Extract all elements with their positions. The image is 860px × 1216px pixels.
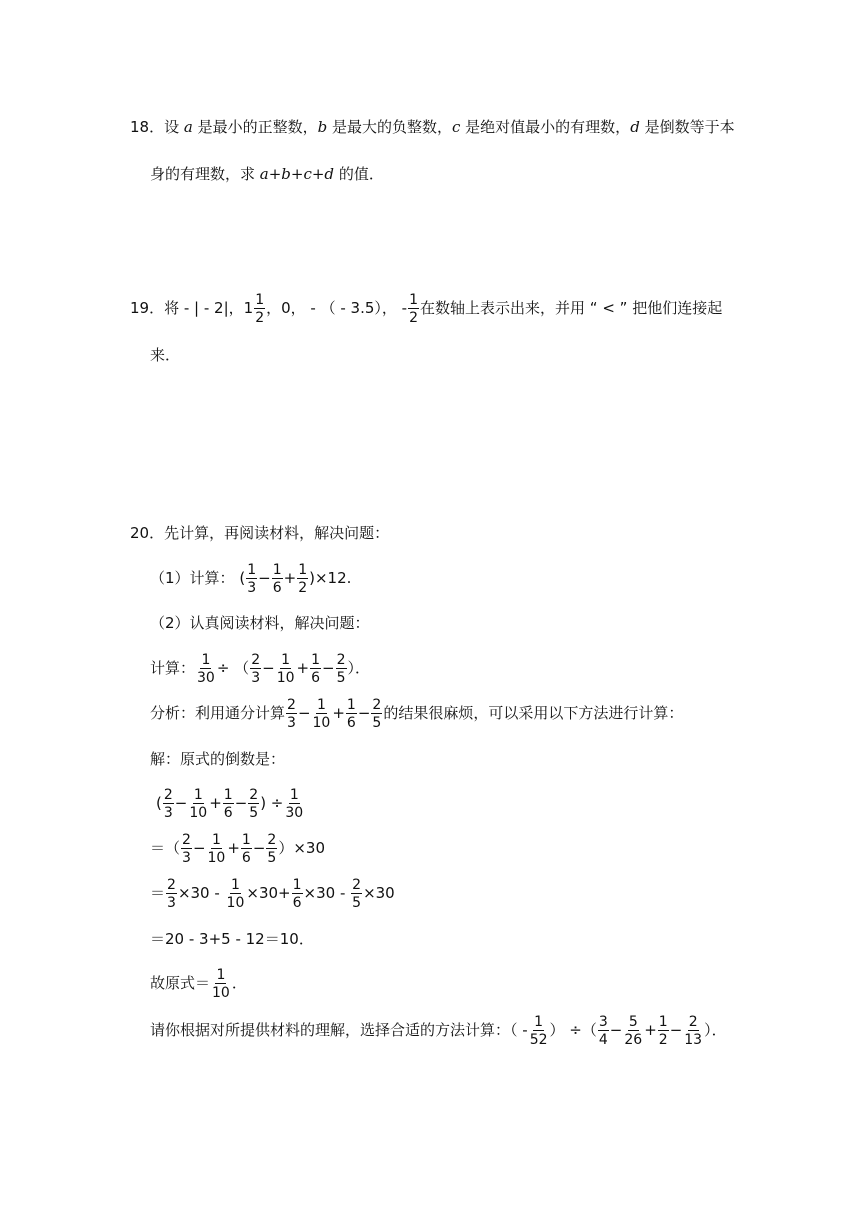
q20-step-1: [156, 783, 305, 823]
numerator: 1: [216, 966, 226, 983]
operator: −: [192, 839, 206, 857]
fraction: [196, 653, 216, 685]
q20-step-2: [150, 828, 325, 868]
q18-line-2: [150, 162, 384, 186]
q20-step-3: [150, 873, 395, 913]
denominator: 3: [251, 669, 261, 686]
operator: −: [357, 704, 371, 722]
numerator: 1: [193, 786, 203, 803]
fraction: [371, 698, 382, 730]
text: 设: [164, 118, 184, 136]
q20-final: [150, 1010, 727, 1050]
fraction: [598, 1015, 609, 1047]
denominator: 4: [598, 1031, 608, 1048]
q20-number: 20．: [130, 524, 165, 542]
operator: −: [669, 1021, 683, 1039]
fraction: [346, 698, 357, 730]
var-c: c: [452, 118, 461, 136]
fraction: [207, 833, 227, 865]
fraction: [223, 788, 234, 820]
numerator: 5: [628, 1013, 638, 1030]
numerator: 1: [247, 561, 257, 578]
fraction: [241, 833, 252, 865]
operator: +: [332, 704, 345, 722]
text: ）．: [704, 1021, 727, 1039]
text: 将 - | - 2|，1: [164, 299, 254, 317]
operator: −: [174, 794, 188, 812]
denominator: 6: [292, 894, 302, 911]
denominator: 13: [684, 1031, 703, 1048]
operator: +: [644, 1021, 657, 1039]
denominator: 30: [197, 669, 215, 686]
operator: −: [609, 1021, 623, 1039]
fraction: [336, 653, 347, 685]
text: （2）认真阅读材料，解决问题：: [150, 614, 370, 632]
fraction: [408, 293, 419, 325]
text: )×12.: [309, 569, 352, 587]
numerator: 1: [281, 651, 291, 668]
denominator: 10: [276, 669, 295, 686]
q20-analysis: [150, 693, 683, 733]
numerator: 1: [223, 786, 233, 803]
text: 请你根据对所提供材料的理解，选择合适的方法计算：（ -: [150, 1021, 528, 1039]
fraction: [312, 698, 332, 730]
denominator: 3: [163, 804, 173, 821]
q19-line-2: [150, 343, 180, 367]
q19-line-1: [130, 288, 722, 328]
operator: −: [297, 704, 311, 722]
text: 来．: [150, 346, 181, 364]
q20-conclusion: [150, 963, 247, 1003]
q18-line-1: [130, 115, 735, 139]
numerator: 1: [316, 696, 326, 713]
denominator: 5: [267, 849, 277, 866]
numerator: 2: [372, 696, 382, 713]
fraction: [683, 1015, 703, 1047]
numerator: 1: [211, 831, 221, 848]
numerator: 2: [182, 831, 191, 848]
denominator: 5: [352, 894, 362, 911]
numerator: 2: [287, 696, 296, 713]
text: 的结果很麻烦，可以采用以下方法进行计算：: [383, 704, 684, 722]
numerator: 1: [241, 831, 251, 848]
numerator: 2: [336, 651, 346, 668]
fraction: [250, 653, 261, 685]
denominator: 3: [182, 849, 191, 866]
text: ，0， - （ - 3.5）， -: [266, 299, 408, 317]
denominator: 10: [189, 804, 208, 821]
operator: +: [296, 659, 310, 677]
denominator: 2: [255, 309, 265, 326]
text: ．: [231, 974, 247, 992]
operator: +: [283, 569, 297, 587]
numerator: 2: [249, 786, 259, 803]
denominator: 3: [167, 894, 176, 911]
text: 是最大的负整数，: [327, 118, 452, 136]
numerator: 2: [251, 651, 261, 668]
text: ）×30: [278, 839, 325, 857]
fraction: [529, 1015, 549, 1047]
denominator: 5: [372, 714, 382, 731]
var-b: b: [317, 118, 328, 136]
denominator: 2: [409, 309, 419, 326]
text: 的值．: [334, 165, 384, 183]
numerator: 2: [688, 1013, 698, 1030]
denominator: 5: [249, 804, 259, 821]
fraction: [272, 563, 283, 595]
operator: −: [234, 794, 248, 812]
denominator: 6: [241, 849, 251, 866]
numerator: 1: [298, 561, 308, 578]
fraction: [658, 1015, 669, 1047]
q20-step-4: [150, 927, 314, 951]
text: 计算：: [150, 659, 196, 677]
denominator: 6: [223, 804, 233, 821]
operator: ） ÷（: [549, 1021, 597, 1039]
text: ）．: [347, 659, 371, 677]
var-d: d: [630, 118, 640, 136]
text: ×30+: [246, 884, 291, 902]
fraction: [297, 563, 308, 595]
operator: ÷ （: [216, 659, 250, 677]
text: 身的有理数，求: [150, 165, 260, 183]
numerator: 2: [267, 831, 277, 848]
denominator: 26: [624, 1031, 643, 1048]
q19-number: 19．: [130, 299, 165, 317]
fraction: [248, 788, 259, 820]
numerator: 1: [231, 876, 240, 893]
paren: (: [239, 569, 246, 587]
numerator: 1: [272, 561, 282, 578]
fraction: [211, 968, 231, 1000]
text: ＝（: [150, 839, 181, 857]
fraction: [188, 788, 208, 820]
denominator: 3: [247, 579, 257, 596]
numerator: 1: [292, 876, 302, 893]
fraction: [226, 878, 246, 910]
numerator: 2: [352, 876, 362, 893]
numerator: 1: [534, 1013, 544, 1030]
fraction: [166, 878, 177, 910]
numerator: 1: [658, 1013, 668, 1030]
fraction: [284, 788, 304, 820]
fraction: [351, 878, 362, 910]
operator: +: [227, 839, 240, 857]
numerator: 1: [255, 291, 265, 308]
denominator: 10: [212, 984, 230, 1001]
q20-sub2-label: [150, 611, 370, 635]
fraction: [266, 833, 277, 865]
denominator: 6: [311, 669, 321, 686]
text: ×30: [363, 884, 395, 902]
expression: a+b+c+d: [259, 165, 335, 183]
text: 是绝对值最小的有理数，: [460, 118, 631, 136]
text: ×30 -: [177, 884, 225, 902]
denominator: 6: [346, 714, 356, 731]
fraction: [246, 563, 257, 595]
operator: ＝: [150, 884, 166, 902]
text: 在数轴上表示出来，并用 “ < ” 把他们连接起: [420, 299, 723, 317]
numerator: 2: [167, 876, 176, 893]
numerator: 1: [201, 651, 211, 668]
numerator: 1: [346, 696, 356, 713]
text: ＝20 - 3+5 - 12＝10．: [150, 930, 314, 948]
operator: −: [322, 659, 335, 677]
denominator: 5: [336, 669, 346, 686]
q18-number: 18．: [130, 118, 165, 136]
operator: −: [252, 839, 266, 857]
fraction: [181, 833, 192, 865]
text: 分析：利用通分计算: [150, 704, 286, 722]
text: （1）计算：: [150, 569, 235, 587]
denominator: 30: [285, 804, 304, 821]
denominator: 10: [226, 894, 245, 911]
text: 先计算，再阅读材料，解决问题：: [164, 524, 390, 542]
denominator: 6: [272, 579, 282, 596]
numerator: 1: [409, 291, 419, 308]
fraction: [292, 878, 303, 910]
fraction: [310, 653, 321, 685]
q20-line-intro: [130, 521, 389, 545]
paren: (: [156, 794, 162, 812]
text: 故原式＝: [150, 974, 211, 992]
q20-solution-label: [150, 747, 285, 771]
fraction: [286, 698, 297, 730]
operator: −: [258, 569, 271, 587]
numerator: 1: [311, 651, 321, 668]
denominator: 10: [207, 849, 226, 866]
text: 是倒数等于本: [639, 118, 735, 136]
denominator: 2: [298, 579, 308, 596]
numerator: 3: [598, 1013, 608, 1030]
operator: +: [209, 794, 222, 812]
q20-calc: [150, 648, 370, 688]
numerator: 2: [163, 786, 173, 803]
text: ×30 -: [303, 884, 351, 902]
fraction: [163, 788, 174, 820]
fraction: [623, 1015, 643, 1047]
denominator: 52: [529, 1031, 548, 1048]
text: 解：原式的倒数是：: [150, 750, 286, 768]
var-a: a: [183, 118, 193, 136]
denominator: 3: [287, 714, 296, 731]
fraction: [254, 293, 265, 325]
denominator: 2: [658, 1031, 668, 1048]
q20-sub1: [150, 558, 351, 598]
text: 是最小的正整数，: [192, 118, 318, 136]
fraction: [276, 653, 296, 685]
operator: −: [262, 659, 275, 677]
operator: ) ÷: [260, 794, 284, 812]
denominator: 10: [312, 714, 331, 731]
numerator: 1: [289, 786, 299, 803]
